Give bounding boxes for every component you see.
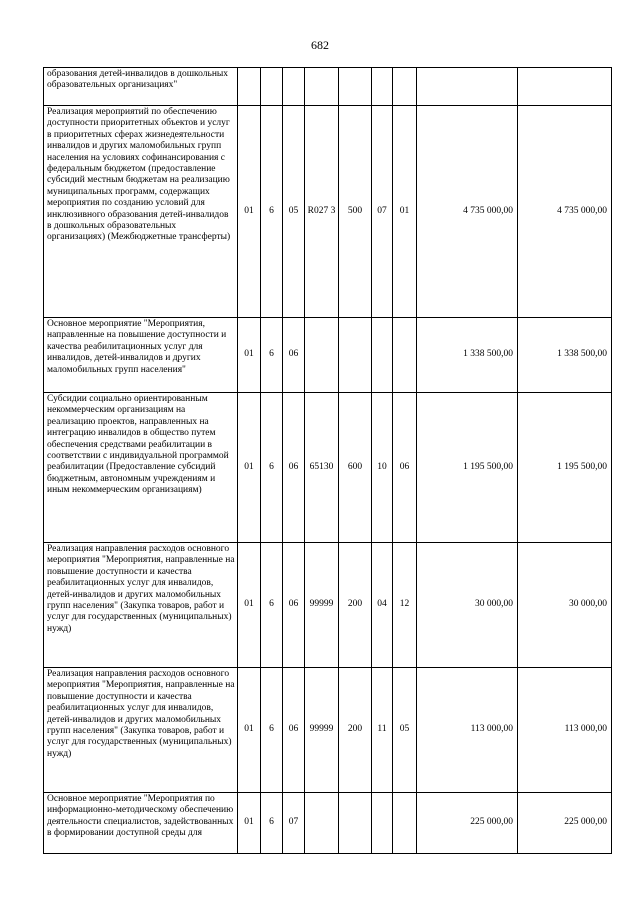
code-cell: 06 xyxy=(283,543,305,668)
code-cell xyxy=(339,318,372,393)
code-cell: 6 xyxy=(261,793,283,854)
amount-cell: 113 000,00 xyxy=(518,668,612,793)
code-cell: 6 xyxy=(261,543,283,668)
amount-cell: 4 735 000,00 xyxy=(518,106,612,318)
amount-cell: 225 000,00 xyxy=(518,793,612,854)
page-number: 682 xyxy=(311,38,329,52)
code-cell xyxy=(372,318,393,393)
code-cell: 6 xyxy=(261,668,283,793)
amount-cell: 30 000,00 xyxy=(417,543,518,668)
amount-cell: 1 195 500,00 xyxy=(518,393,612,543)
code-cell xyxy=(283,68,305,106)
row-description: Реализация направления расходов основного мероприятия "Мероприятия, направленные на повышение доступности и качества реабилитационных услуг для инвалидов, детей-инвалидов и других маломобильных групп населения" (Закупка товаров, работ и услуг для государственных (муниципальных) нужд) xyxy=(44,543,238,668)
row-description: образования детей-инвалидов в дошкольных образовательных организациях" xyxy=(44,68,238,106)
table-row xyxy=(44,543,612,668)
code-cell: 600 xyxy=(339,393,372,543)
amount-cell xyxy=(417,68,518,106)
code-cell xyxy=(393,318,417,393)
code-cell: 500 xyxy=(339,106,372,318)
code-cell: 11 xyxy=(372,668,393,793)
row-description: Основное мероприятие "Мероприятия по информационно-методическому обеспечению деятельности специалистов, задействованных в формировании доступной среды для xyxy=(44,793,238,854)
amount-cell: 1 338 500,00 xyxy=(518,318,612,393)
amount-cell: 4 735 000,00 xyxy=(417,106,518,318)
code-cell xyxy=(261,68,283,106)
code-cell: 07 xyxy=(372,106,393,318)
row-description: Реализация мероприятий по обеспечению доступности приоритетных объектов и услуг в приоритетных сферах жизнедеятельности инвалидов и других маломобильных групп населения на условиях софинансирования с федеральным бюджетом (предоставление субсидий местным бюджетам на реализацию муниципальных программ, содержащих мероприятия по созданию условий для инклюзивного образования детей-инвалидов в дошкольных образовательных организациях) (Межбюджетные трансферты) xyxy=(44,106,238,318)
table-row xyxy=(44,68,612,106)
table-row xyxy=(44,393,612,543)
code-cell xyxy=(339,793,372,854)
code-cell: 10 xyxy=(372,393,393,543)
code-cell: 06 xyxy=(283,668,305,793)
code-cell: 01 xyxy=(238,106,261,318)
code-cell: 01 xyxy=(238,793,261,854)
amount-cell: 113 000,00 xyxy=(417,668,518,793)
code-cell: 01 xyxy=(238,668,261,793)
code-cell: 06 xyxy=(283,318,305,393)
code-cell xyxy=(393,68,417,106)
code-cell xyxy=(372,68,393,106)
row-description: Субсидии социально ориентированным некоммерческим организациям на реализацию проектов, направленных на интеграцию инвалидов в общество путем обеспечения средствами реабилитации в соответствии с индивидуальной программой реабилитации (Предоставление субсидий бюджетным, автономным учреждениям и иным некоммерческим организациям) xyxy=(44,393,238,543)
row-description: Реализация направления расходов основного мероприятия "Мероприятия, направленные на повышение доступности и качества реабилитационных услуг для инвалидов, детей-инвалидов и других маломобильных групп населения" (Закупка товаров, работ и услуг для государственных (муниципальных) нужд) xyxy=(44,668,238,793)
code-cell xyxy=(372,793,393,854)
row-description: Основное мероприятие "Мероприятия, направленные на повышение доступности и качества реабилитационных услуг для инвалидов, детей-инвалидов и других маломобильных групп населения" xyxy=(44,318,238,393)
code-cell xyxy=(305,68,339,106)
code-cell: 01 xyxy=(238,393,261,543)
table-row xyxy=(44,793,612,854)
code-cell: 12 xyxy=(393,543,417,668)
table-row xyxy=(44,668,612,793)
budget-table xyxy=(43,67,612,854)
code-cell: 01 xyxy=(238,543,261,668)
code-cell: 6 xyxy=(261,318,283,393)
code-cell: 200 xyxy=(339,668,372,793)
code-cell: 05 xyxy=(393,668,417,793)
code-cell xyxy=(339,68,372,106)
code-cell xyxy=(305,318,339,393)
code-cell: 01 xyxy=(393,106,417,318)
code-cell: R027 3 xyxy=(305,106,339,318)
table-row xyxy=(44,106,612,318)
code-cell: 04 xyxy=(372,543,393,668)
code-cell: 65130 xyxy=(305,393,339,543)
amount-cell: 1 338 500,00 xyxy=(417,318,518,393)
amount-cell: 30 000,00 xyxy=(518,543,612,668)
code-cell xyxy=(393,793,417,854)
amount-cell: 1 195 500,00 xyxy=(417,393,518,543)
code-cell: 99999 xyxy=(305,668,339,793)
code-cell: 200 xyxy=(339,543,372,668)
code-cell: 07 xyxy=(283,793,305,854)
code-cell xyxy=(238,68,261,106)
code-cell: 01 xyxy=(238,318,261,393)
code-cell: 05 xyxy=(283,106,305,318)
code-cell: 99999 xyxy=(305,543,339,668)
code-cell: 06 xyxy=(283,393,305,543)
code-cell: 6 xyxy=(261,106,283,318)
table-row xyxy=(44,318,612,393)
amount-cell: 225 000,00 xyxy=(417,793,518,854)
code-cell: 06 xyxy=(393,393,417,543)
code-cell xyxy=(305,793,339,854)
code-cell: 6 xyxy=(261,393,283,543)
amount-cell xyxy=(518,68,612,106)
